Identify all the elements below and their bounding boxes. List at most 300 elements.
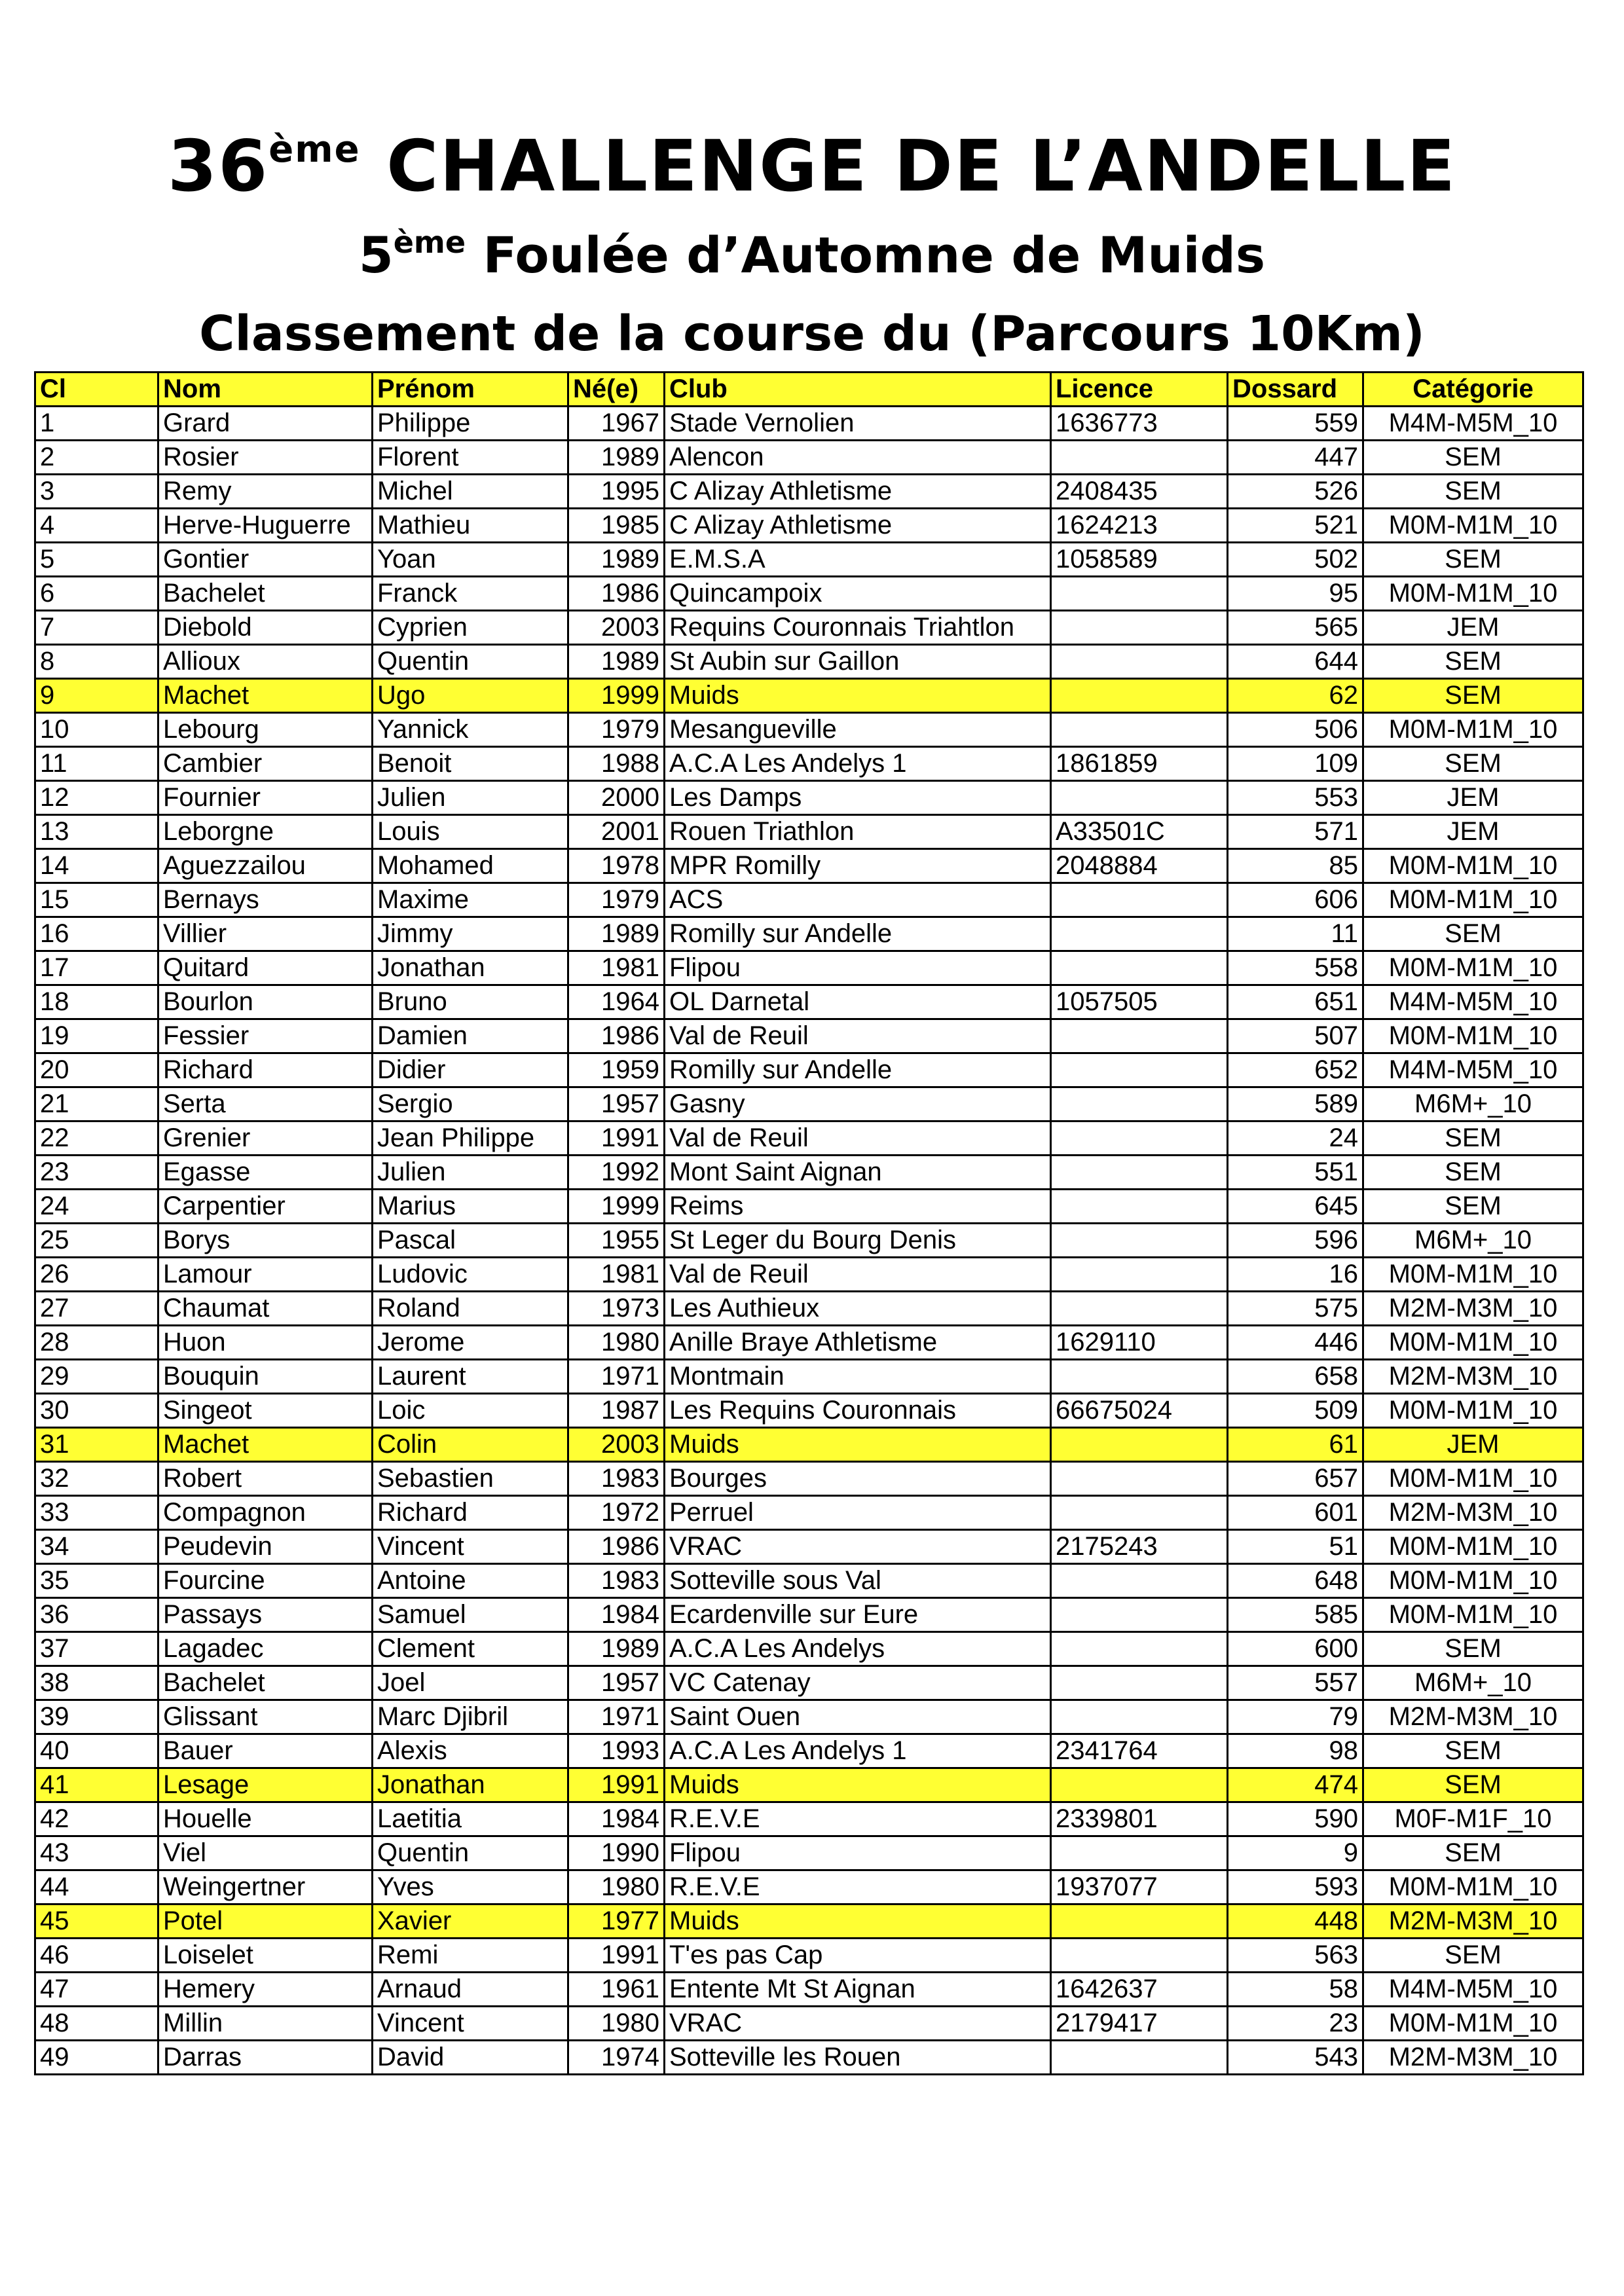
- cell-club: Gasny: [665, 1087, 1051, 1121]
- cell-prenom: Richard: [373, 1496, 568, 1530]
- cell-birth-year: 1967: [568, 407, 665, 441]
- cell-licence: [1051, 1462, 1228, 1496]
- cell-rank: 20: [35, 1053, 158, 1087]
- table-row: [35, 1394, 1583, 1428]
- cell-nom: Allioux: [158, 645, 373, 679]
- table-header-row: [35, 373, 1583, 407]
- cell-rank: 39: [35, 1700, 158, 1734]
- cell-licence: [1051, 2041, 1228, 2075]
- column-header-ne: Né(e): [568, 373, 665, 407]
- cell-categorie: SEM: [1363, 475, 1583, 509]
- cell-nom: Compagnon: [158, 1496, 373, 1530]
- cell-licence: [1051, 1224, 1228, 1258]
- cell-rank: 33: [35, 1496, 158, 1530]
- event-title-number: 36: [167, 126, 269, 208]
- cell-categorie: M6M+_10: [1363, 1224, 1583, 1258]
- table-row: [35, 1496, 1583, 1530]
- cell-prenom: Quentin: [373, 645, 568, 679]
- event-subtitle-suffix: ème: [393, 225, 466, 260]
- cell-nom: Serta: [158, 1087, 373, 1121]
- cell-prenom: Julien: [373, 781, 568, 815]
- table-row: [35, 1904, 1583, 1939]
- cell-birth-year: 1980: [568, 1326, 665, 1360]
- cell-rank: 36: [35, 1598, 158, 1632]
- cell-prenom: Colin: [373, 1428, 568, 1462]
- cell-prenom: Sebastien: [373, 1462, 568, 1496]
- cell-prenom: David: [373, 2041, 568, 2075]
- table-row: [35, 985, 1583, 1019]
- cell-categorie: SEM: [1363, 679, 1583, 713]
- table-row: [35, 1802, 1583, 1836]
- cell-prenom: Arnaud: [373, 1973, 568, 2007]
- cell-birth-year: 1993: [568, 1734, 665, 1768]
- cell-categorie: JEM: [1363, 611, 1583, 645]
- table-row: [35, 1768, 1583, 1802]
- table-row: [35, 475, 1583, 509]
- cell-birth-year: 1980: [568, 1870, 665, 1904]
- cell-licence: [1051, 951, 1228, 985]
- table-row: [35, 407, 1583, 441]
- cell-categorie: M0M-M1M_10: [1363, 713, 1583, 747]
- cell-nom: Rosier: [158, 441, 373, 475]
- table-row: [35, 1292, 1583, 1326]
- cell-club: Quincampoix: [665, 577, 1051, 611]
- cell-rank: 31: [35, 1428, 158, 1462]
- cell-rank: 28: [35, 1326, 158, 1360]
- cell-nom: Weingertner: [158, 1870, 373, 1904]
- cell-dossard: 506: [1228, 713, 1363, 747]
- cell-club: Val de Reuil: [665, 1121, 1051, 1156]
- event-subtitle: [0, 223, 1624, 295]
- cell-licence: 1636773: [1051, 407, 1228, 441]
- cell-birth-year: 1991: [568, 1768, 665, 1802]
- cell-dossard: 658: [1228, 1360, 1363, 1394]
- cell-nom: Egasse: [158, 1156, 373, 1190]
- table-row: [35, 951, 1583, 985]
- cell-licence: 2408435: [1051, 475, 1228, 509]
- cell-club: ACS: [665, 883, 1051, 917]
- cell-dossard: 648: [1228, 1564, 1363, 1598]
- cell-club: Romilly sur Andelle: [665, 917, 1051, 951]
- event-subtitle-text: Foulée d’Automne de Muids: [483, 226, 1266, 284]
- cell-dossard: 590: [1228, 1802, 1363, 1836]
- cell-categorie: M6M+_10: [1363, 1666, 1583, 1700]
- cell-dossard: 606: [1228, 883, 1363, 917]
- cell-nom: Borys: [158, 1224, 373, 1258]
- cell-birth-year: 1999: [568, 1190, 665, 1224]
- cell-prenom: Mohamed: [373, 849, 568, 883]
- cell-prenom: Marc Djibril: [373, 1700, 568, 1734]
- cell-dossard: 11: [1228, 917, 1363, 951]
- cell-rank: 1: [35, 407, 158, 441]
- cell-birth-year: 1981: [568, 1258, 665, 1292]
- cell-dossard: 85: [1228, 849, 1363, 883]
- cell-categorie: M2M-M3M_10: [1363, 1496, 1583, 1530]
- cell-rank: 48: [35, 2007, 158, 2041]
- cell-rank: 3: [35, 475, 158, 509]
- cell-club: Reims: [665, 1190, 1051, 1224]
- cell-categorie: M0M-M1M_10: [1363, 1326, 1583, 1360]
- cell-rank: 40: [35, 1734, 158, 1768]
- cell-categorie: M2M-M3M_10: [1363, 2041, 1583, 2075]
- cell-club: Saint Ouen: [665, 1700, 1051, 1734]
- cell-dossard: 509: [1228, 1394, 1363, 1428]
- cell-categorie: SEM: [1363, 1734, 1583, 1768]
- cell-dossard: 553: [1228, 781, 1363, 815]
- table-row: [35, 1156, 1583, 1190]
- cell-club: Les Damps: [665, 781, 1051, 815]
- cell-club: Perruel: [665, 1496, 1051, 1530]
- cell-categorie: M0M-M1M_10: [1363, 577, 1583, 611]
- cell-rank: 13: [35, 815, 158, 849]
- cell-club: A.C.A Les Andelys 1: [665, 1734, 1051, 1768]
- cell-prenom: Sergio: [373, 1087, 568, 1121]
- cell-birth-year: 1974: [568, 2041, 665, 2075]
- table-row: [35, 883, 1583, 917]
- cell-club: Muids: [665, 679, 1051, 713]
- table-row: [35, 645, 1583, 679]
- cell-rank: 26: [35, 1258, 158, 1292]
- table-row: [35, 611, 1583, 645]
- cell-club: VRAC: [665, 2007, 1051, 2041]
- cell-prenom: Marius: [373, 1190, 568, 1224]
- table-row: [35, 1462, 1583, 1496]
- table-row: [35, 1734, 1583, 1768]
- table-row: [35, 815, 1583, 849]
- cell-birth-year: 2001: [568, 815, 665, 849]
- cell-dossard: 109: [1228, 747, 1363, 781]
- cell-rank: 12: [35, 781, 158, 815]
- cell-nom: Chaumat: [158, 1292, 373, 1326]
- cell-licence: [1051, 577, 1228, 611]
- ranking-heading: Classement de la course du (Parcours 10Km): [199, 306, 1425, 362]
- cell-prenom: Jerome: [373, 1326, 568, 1360]
- cell-prenom: Laetitia: [373, 1802, 568, 1836]
- cell-birth-year: 1979: [568, 883, 665, 917]
- table-row: [35, 1428, 1583, 1462]
- cell-dossard: 58: [1228, 1973, 1363, 2007]
- cell-dossard: 589: [1228, 1087, 1363, 1121]
- cell-nom: Bourlon: [158, 985, 373, 1019]
- cell-birth-year: 1989: [568, 543, 665, 577]
- cell-categorie: JEM: [1363, 815, 1583, 849]
- cell-club: MPR Romilly: [665, 849, 1051, 883]
- cell-dossard: 98: [1228, 1734, 1363, 1768]
- cell-birth-year: 1983: [568, 1564, 665, 1598]
- cell-prenom: Mathieu: [373, 509, 568, 543]
- cell-rank: 30: [35, 1394, 158, 1428]
- cell-club: Alencon: [665, 441, 1051, 475]
- cell-birth-year: 1977: [568, 1904, 665, 1939]
- cell-birth-year: 1972: [568, 1496, 665, 1530]
- cell-licence: A33501C: [1051, 815, 1228, 849]
- cell-licence: 2179417: [1051, 2007, 1228, 2041]
- cell-rank: 15: [35, 883, 158, 917]
- cell-birth-year: 1978: [568, 849, 665, 883]
- cell-club: Bourges: [665, 1462, 1051, 1496]
- table-row: [35, 1598, 1583, 1632]
- cell-dossard: 61: [1228, 1428, 1363, 1462]
- cell-club: Sotteville sous Val: [665, 1564, 1051, 1598]
- cell-dossard: 651: [1228, 985, 1363, 1019]
- cell-nom: Leborgne: [158, 815, 373, 849]
- table-row: [35, 1870, 1583, 1904]
- column-header-cl: Cl: [35, 373, 158, 407]
- cell-birth-year: 1989: [568, 441, 665, 475]
- cell-club: Sotteville les Rouen: [665, 2041, 1051, 2075]
- cell-categorie: M0M-M1M_10: [1363, 1870, 1583, 1904]
- cell-club: Requins Couronnais Triahtlon: [665, 611, 1051, 645]
- cell-licence: [1051, 1292, 1228, 1326]
- cell-categorie: M0M-M1M_10: [1363, 1598, 1583, 1632]
- column-header-prenom: Prénom: [373, 373, 568, 407]
- cell-licence: [1051, 1666, 1228, 1700]
- table-row: [35, 1939, 1583, 1973]
- cell-club: St Leger du Bourg Denis: [665, 1224, 1051, 1258]
- cell-licence: [1051, 1156, 1228, 1190]
- cell-nom: Millin: [158, 2007, 373, 2041]
- table-row: [35, 543, 1583, 577]
- event-subtitle-number: 5: [358, 226, 394, 284]
- cell-rank: 34: [35, 1530, 158, 1564]
- cell-dossard: 24: [1228, 1121, 1363, 1156]
- table-row: [35, 1360, 1583, 1394]
- table-row: [35, 1564, 1583, 1598]
- cell-rank: 14: [35, 849, 158, 883]
- cell-categorie: M6M+_10: [1363, 1087, 1583, 1121]
- cell-categorie: SEM: [1363, 1190, 1583, 1224]
- cell-prenom: Clement: [373, 1632, 568, 1666]
- cell-categorie: M0F-M1F_10: [1363, 1802, 1583, 1836]
- cell-licence: [1051, 713, 1228, 747]
- cell-prenom: Xavier: [373, 1904, 568, 1939]
- cell-categorie: M4M-M5M_10: [1363, 1053, 1583, 1087]
- cell-nom: Singeot: [158, 1394, 373, 1428]
- cell-nom: Glissant: [158, 1700, 373, 1734]
- cell-licence: [1051, 611, 1228, 645]
- cell-birth-year: 1989: [568, 917, 665, 951]
- cell-rank: 46: [35, 1939, 158, 1973]
- cell-categorie: M0M-M1M_10: [1363, 1258, 1583, 1292]
- table-row: [35, 577, 1583, 611]
- cell-licence: [1051, 645, 1228, 679]
- cell-rank: 35: [35, 1564, 158, 1598]
- table-row: [35, 1053, 1583, 1087]
- cell-categorie: M0M-M1M_10: [1363, 883, 1583, 917]
- cell-dossard: 502: [1228, 543, 1363, 577]
- cell-rank: 25: [35, 1224, 158, 1258]
- cell-birth-year: 1985: [568, 509, 665, 543]
- cell-prenom: Franck: [373, 577, 568, 611]
- cell-club: Entente Mt St Aignan: [665, 1973, 1051, 2007]
- cell-licence: [1051, 917, 1228, 951]
- table-row: [35, 1190, 1583, 1224]
- table-row: [35, 2041, 1583, 2075]
- cell-club: Val de Reuil: [665, 1258, 1051, 1292]
- cell-club: VC Catenay: [665, 1666, 1051, 1700]
- cell-rank: 16: [35, 917, 158, 951]
- cell-licence: [1051, 1700, 1228, 1734]
- cell-dossard: 474: [1228, 1768, 1363, 1802]
- cell-categorie: M4M-M5M_10: [1363, 1973, 1583, 2007]
- cell-prenom: Quentin: [373, 1836, 568, 1870]
- cell-club: T'es pas Cap: [665, 1939, 1051, 1973]
- cell-categorie: M0M-M1M_10: [1363, 951, 1583, 985]
- cell-licence: 2048884: [1051, 849, 1228, 883]
- cell-dossard: 507: [1228, 1019, 1363, 1053]
- cell-categorie: SEM: [1363, 1939, 1583, 1973]
- event-title-text: CHALLENGE DE L’ANDELLE: [386, 126, 1457, 208]
- cell-nom: Machet: [158, 1428, 373, 1462]
- cell-rank: 9: [35, 679, 158, 713]
- cell-dossard: 571: [1228, 815, 1363, 849]
- table-row: [35, 1973, 1583, 2007]
- cell-nom: Cambier: [158, 747, 373, 781]
- cell-prenom: Roland: [373, 1292, 568, 1326]
- cell-nom: Potel: [158, 1904, 373, 1939]
- cell-licence: 1629110: [1051, 1326, 1228, 1360]
- cell-club: Les Authieux: [665, 1292, 1051, 1326]
- cell-nom: Hemery: [158, 1973, 373, 2007]
- cell-club: E.M.S.A: [665, 543, 1051, 577]
- cell-licence: [1051, 1121, 1228, 1156]
- cell-club: OL Darnetal: [665, 985, 1051, 1019]
- column-header-dossard: Dossard: [1228, 373, 1363, 407]
- cell-birth-year: 1984: [568, 1598, 665, 1632]
- cell-birth-year: 2003: [568, 1428, 665, 1462]
- cell-birth-year: 1999: [568, 679, 665, 713]
- cell-nom: Grard: [158, 407, 373, 441]
- cell-categorie: SEM: [1363, 543, 1583, 577]
- table-row: [35, 1224, 1583, 1258]
- cell-rank: 32: [35, 1462, 158, 1496]
- cell-prenom: Jean Philippe: [373, 1121, 568, 1156]
- cell-rank: 47: [35, 1973, 158, 2007]
- cell-prenom: Joel: [373, 1666, 568, 1700]
- cell-birth-year: 1973: [568, 1292, 665, 1326]
- cell-club: Mont Saint Aignan: [665, 1156, 1051, 1190]
- cell-birth-year: 1986: [568, 1530, 665, 1564]
- cell-prenom: Yannick: [373, 713, 568, 747]
- cell-club: C Alizay Athletisme: [665, 475, 1051, 509]
- cell-licence: [1051, 1632, 1228, 1666]
- cell-rank: 10: [35, 713, 158, 747]
- cell-licence: [1051, 1496, 1228, 1530]
- column-header-nom: Nom: [158, 373, 373, 407]
- cell-birth-year: 1989: [568, 1632, 665, 1666]
- cell-dossard: 551: [1228, 1156, 1363, 1190]
- cell-categorie: JEM: [1363, 781, 1583, 815]
- cell-nom: Passays: [158, 1598, 373, 1632]
- cell-birth-year: 1955: [568, 1224, 665, 1258]
- cell-birth-year: 1989: [568, 645, 665, 679]
- cell-dossard: 51: [1228, 1530, 1363, 1564]
- cell-club: A.C.A Les Andelys 1: [665, 747, 1051, 781]
- cell-nom: Bouquin: [158, 1360, 373, 1394]
- cell-nom: Bauer: [158, 1734, 373, 1768]
- cell-birth-year: 1957: [568, 1087, 665, 1121]
- cell-rank: 22: [35, 1121, 158, 1156]
- cell-categorie: M0M-M1M_10: [1363, 849, 1583, 883]
- cell-prenom: Jonathan: [373, 1768, 568, 1802]
- cell-nom: Huon: [158, 1326, 373, 1360]
- cell-prenom: Florent: [373, 441, 568, 475]
- cell-rank: 45: [35, 1904, 158, 1939]
- cell-licence: 1937077: [1051, 1870, 1228, 1904]
- cell-dossard: 446: [1228, 1326, 1363, 1360]
- cell-dossard: 575: [1228, 1292, 1363, 1326]
- cell-categorie: SEM: [1363, 1768, 1583, 1802]
- cell-licence: 66675024: [1051, 1394, 1228, 1428]
- cell-nom: Fournier: [158, 781, 373, 815]
- cell-licence: 2339801: [1051, 1802, 1228, 1836]
- cell-rank: 11: [35, 747, 158, 781]
- cell-nom: Herve-Huguerre: [158, 509, 373, 543]
- cell-licence: 2175243: [1051, 1530, 1228, 1564]
- cell-nom: Bachelet: [158, 577, 373, 611]
- cell-prenom: Vincent: [373, 2007, 568, 2041]
- cell-licence: 1624213: [1051, 509, 1228, 543]
- cell-prenom: Didier: [373, 1053, 568, 1087]
- table-row: [35, 1121, 1583, 1156]
- cell-prenom: Julien: [373, 1156, 568, 1190]
- cell-licence: [1051, 1564, 1228, 1598]
- cell-rank: 38: [35, 1666, 158, 1700]
- cell-nom: Viel: [158, 1836, 373, 1870]
- cell-dossard: 447: [1228, 441, 1363, 475]
- cell-nom: Bachelet: [158, 1666, 373, 1700]
- cell-birth-year: 1991: [568, 1121, 665, 1156]
- cell-nom: Grenier: [158, 1121, 373, 1156]
- cell-categorie: M2M-M3M_10: [1363, 1360, 1583, 1394]
- cell-nom: Lebourg: [158, 713, 373, 747]
- cell-prenom: Bruno: [373, 985, 568, 1019]
- table-row: [35, 1700, 1583, 1734]
- cell-club: C Alizay Athletisme: [665, 509, 1051, 543]
- cell-licence: 1861859: [1051, 747, 1228, 781]
- cell-club: Montmain: [665, 1360, 1051, 1394]
- cell-birth-year: 2003: [568, 611, 665, 645]
- cell-prenom: Remi: [373, 1939, 568, 1973]
- cell-rank: 29: [35, 1360, 158, 1394]
- cell-dossard: 448: [1228, 1904, 1363, 1939]
- cell-licence: [1051, 1768, 1228, 1802]
- cell-club: Muids: [665, 1904, 1051, 1939]
- column-header-club: Club: [665, 373, 1051, 407]
- cell-birth-year: 1957: [568, 1666, 665, 1700]
- cell-dossard: 596: [1228, 1224, 1363, 1258]
- cell-prenom: Alexis: [373, 1734, 568, 1768]
- cell-dossard: 23: [1228, 2007, 1363, 2041]
- cell-prenom: Jonathan: [373, 951, 568, 985]
- cell-dossard: 95: [1228, 577, 1363, 611]
- cell-licence: [1051, 1904, 1228, 1939]
- column-header-licence: Licence: [1051, 373, 1228, 407]
- cell-prenom: Antoine: [373, 1564, 568, 1598]
- cell-prenom: Benoit: [373, 747, 568, 781]
- cell-licence: [1051, 1428, 1228, 1462]
- cell-club: A.C.A Les Andelys: [665, 1632, 1051, 1666]
- cell-nom: Remy: [158, 475, 373, 509]
- cell-dossard: 9: [1228, 1836, 1363, 1870]
- cell-rank: 21: [35, 1087, 158, 1121]
- table-row: [35, 917, 1583, 951]
- cell-categorie: M0M-M1M_10: [1363, 1019, 1583, 1053]
- cell-birth-year: 1964: [568, 985, 665, 1019]
- cell-rank: 7: [35, 611, 158, 645]
- table-row: [35, 2007, 1583, 2041]
- cell-rank: 43: [35, 1836, 158, 1870]
